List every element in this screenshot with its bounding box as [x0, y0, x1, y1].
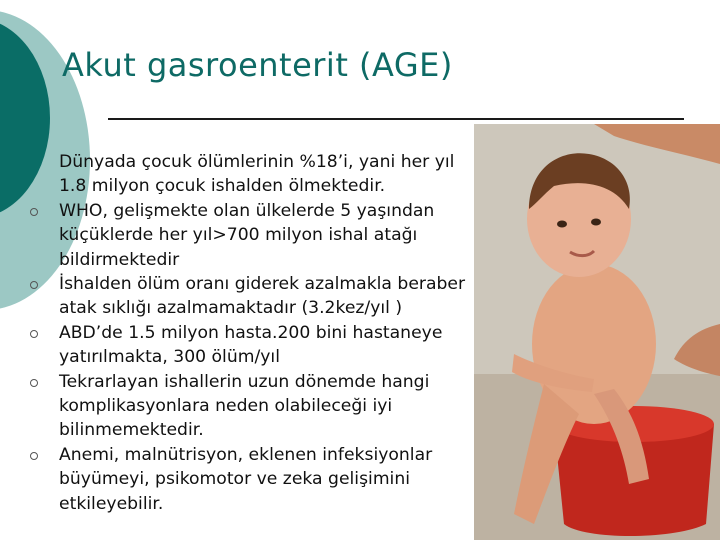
bullet-item [30, 321, 470, 370]
bullet-item [30, 272, 470, 321]
photo-illustration [474, 124, 720, 540]
bullet-item [30, 150, 470, 199]
bullet-text: İshalden ölüm oranı giderek azalmakla beraber atak sıklığı azalmamaktadır (3.2kez/yıl ) [59, 274, 466, 319]
bullet-item [30, 370, 470, 443]
child-photo [474, 124, 720, 540]
bullet-item [30, 199, 470, 272]
bullet-marker-icon [30, 281, 38, 289]
title-underline [108, 118, 684, 120]
bullet-marker-icon [30, 208, 38, 216]
bullet-item [30, 443, 470, 516]
bullet-text: WHO, gelişmekte olan ülkelerde 5 yaşından küçüklerde her yıl>700 milyon ishal atağı bildirmektedir [59, 200, 435, 270]
bullet-marker-icon [30, 452, 38, 460]
bullet-list [30, 150, 470, 516]
slide-title: Akut gasroenterit (AGE) [62, 46, 453, 84]
bullet-text: Anemi, malnütrisyon, eklenen infeksiyonlar büyümeyi, psikomotor ve zeka gelişimini etkileyebilir. [59, 444, 433, 514]
bullet-text: ABD’de 1.5 milyon hasta.200 bini hastaneye yatırılmakta, 300 ölüm/yıl [59, 322, 443, 368]
bullet-marker-icon [30, 379, 38, 387]
bullet-text: Dünyada çocuk ölümlerinin %18’i, yani her yıl 1.8 milyon çocuk ishalden ölmektedir. [59, 152, 455, 197]
bullet-text: Tekrarlayan ishallerin uzun dönemde hangi komplikasyonlara neden olabileceği iyi bilinmemektedir. [59, 371, 430, 441]
bullet-marker-icon [30, 330, 38, 338]
